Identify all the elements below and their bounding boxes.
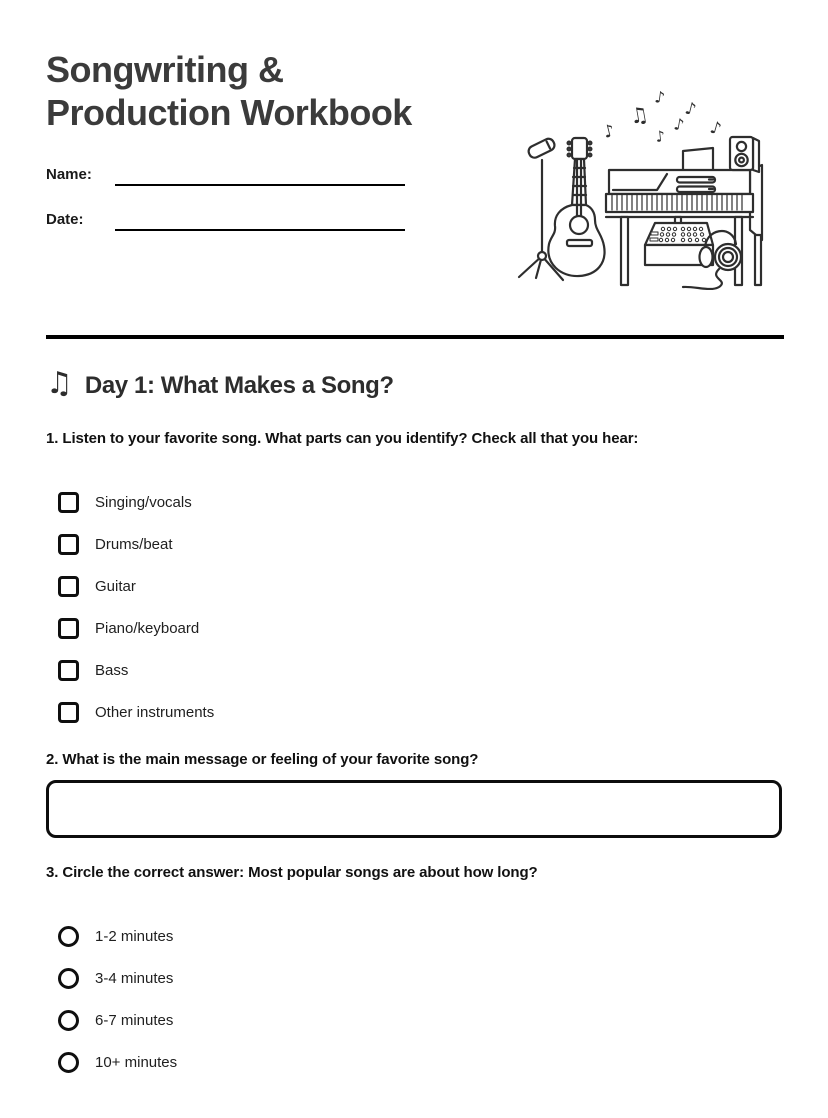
checkbox-list bbox=[58, 491, 782, 723]
checkbox-piano-keyboard[interactable] bbox=[58, 618, 79, 639]
checkbox-option-row bbox=[58, 575, 782, 597]
guitar-icon bbox=[548, 138, 604, 276]
section-divider bbox=[46, 335, 784, 339]
radio-3-4-minutes[interactable] bbox=[58, 968, 79, 989]
svg-text:♪: ♪ bbox=[654, 127, 666, 146]
day-heading-text: Day 1: What Makes a Song? bbox=[84, 372, 394, 399]
date-label: Date: bbox=[46, 211, 84, 228]
question-1: 1. Listen to your favorite song. What parts can you identify? Check all that you hear: bbox=[46, 430, 639, 447]
music-notes-icon bbox=[601, 87, 723, 146]
checkbox-singing-vocals[interactable] bbox=[58, 492, 79, 513]
checkbox-option-row bbox=[58, 491, 782, 513]
checkbox-drums-beat[interactable] bbox=[58, 534, 79, 555]
music-studio-illustration bbox=[505, 80, 795, 290]
name-label: Name: bbox=[46, 166, 92, 183]
question-2: 2. What is the main message or feeling of your favorite song? bbox=[46, 751, 479, 768]
radio-option-row bbox=[58, 967, 782, 989]
speaker-icon bbox=[730, 137, 759, 172]
checkbox-other-instruments[interactable] bbox=[58, 702, 79, 723]
checkbox-bass[interactable] bbox=[58, 660, 79, 681]
radio-label: 6-7 minutes bbox=[95, 1011, 174, 1029]
name-input-line[interactable] bbox=[115, 164, 405, 186]
svg-text:♪: ♪ bbox=[672, 114, 686, 135]
question-3: 3. Circle the correct answer: Most popular songs are about how long? bbox=[46, 864, 538, 881]
radio-option-row bbox=[58, 1051, 782, 1073]
answer-textbox[interactable] bbox=[46, 780, 782, 838]
date-input-line[interactable] bbox=[115, 209, 405, 231]
radio-label: 10+ minutes bbox=[95, 1053, 178, 1071]
checkbox-label: Bass bbox=[95, 661, 129, 679]
checkbox-guitar[interactable] bbox=[58, 576, 79, 597]
checkbox-option-row bbox=[58, 659, 782, 681]
radio-1-2-minutes[interactable] bbox=[58, 926, 79, 947]
radio-6-7-minutes[interactable] bbox=[58, 1010, 79, 1031]
svg-text:♪: ♪ bbox=[707, 117, 724, 140]
radio-option-row bbox=[58, 1009, 782, 1031]
day-heading bbox=[46, 366, 782, 401]
checkbox-option-row bbox=[58, 701, 782, 723]
checkbox-label: Piano/keyboard bbox=[95, 619, 200, 637]
radio-label: 3-4 minutes bbox=[95, 969, 174, 987]
checkbox-option-row bbox=[58, 617, 782, 639]
checkbox-label: Singing/vocals bbox=[95, 493, 192, 511]
beamed-music-notes-icon: ♫ bbox=[46, 366, 73, 401]
svg-text:♪: ♪ bbox=[682, 98, 699, 121]
checkbox-option-row bbox=[58, 533, 782, 555]
radio-option-row bbox=[58, 925, 782, 947]
checkbox-label: Guitar bbox=[95, 577, 136, 595]
svg-text:♪: ♪ bbox=[653, 87, 667, 108]
checkbox-label: Drums/beat bbox=[95, 535, 173, 553]
checkbox-label: Other instruments bbox=[95, 703, 215, 721]
svg-text:♪: ♪ bbox=[601, 120, 617, 143]
radio-list bbox=[58, 925, 782, 1073]
radio-10-plus-minutes[interactable] bbox=[58, 1052, 79, 1073]
radio-label: 1-2 minutes bbox=[95, 927, 174, 945]
svg-text:♫: ♫ bbox=[627, 102, 651, 129]
page-title: Songwriting & Production Workbook bbox=[46, 49, 412, 133]
